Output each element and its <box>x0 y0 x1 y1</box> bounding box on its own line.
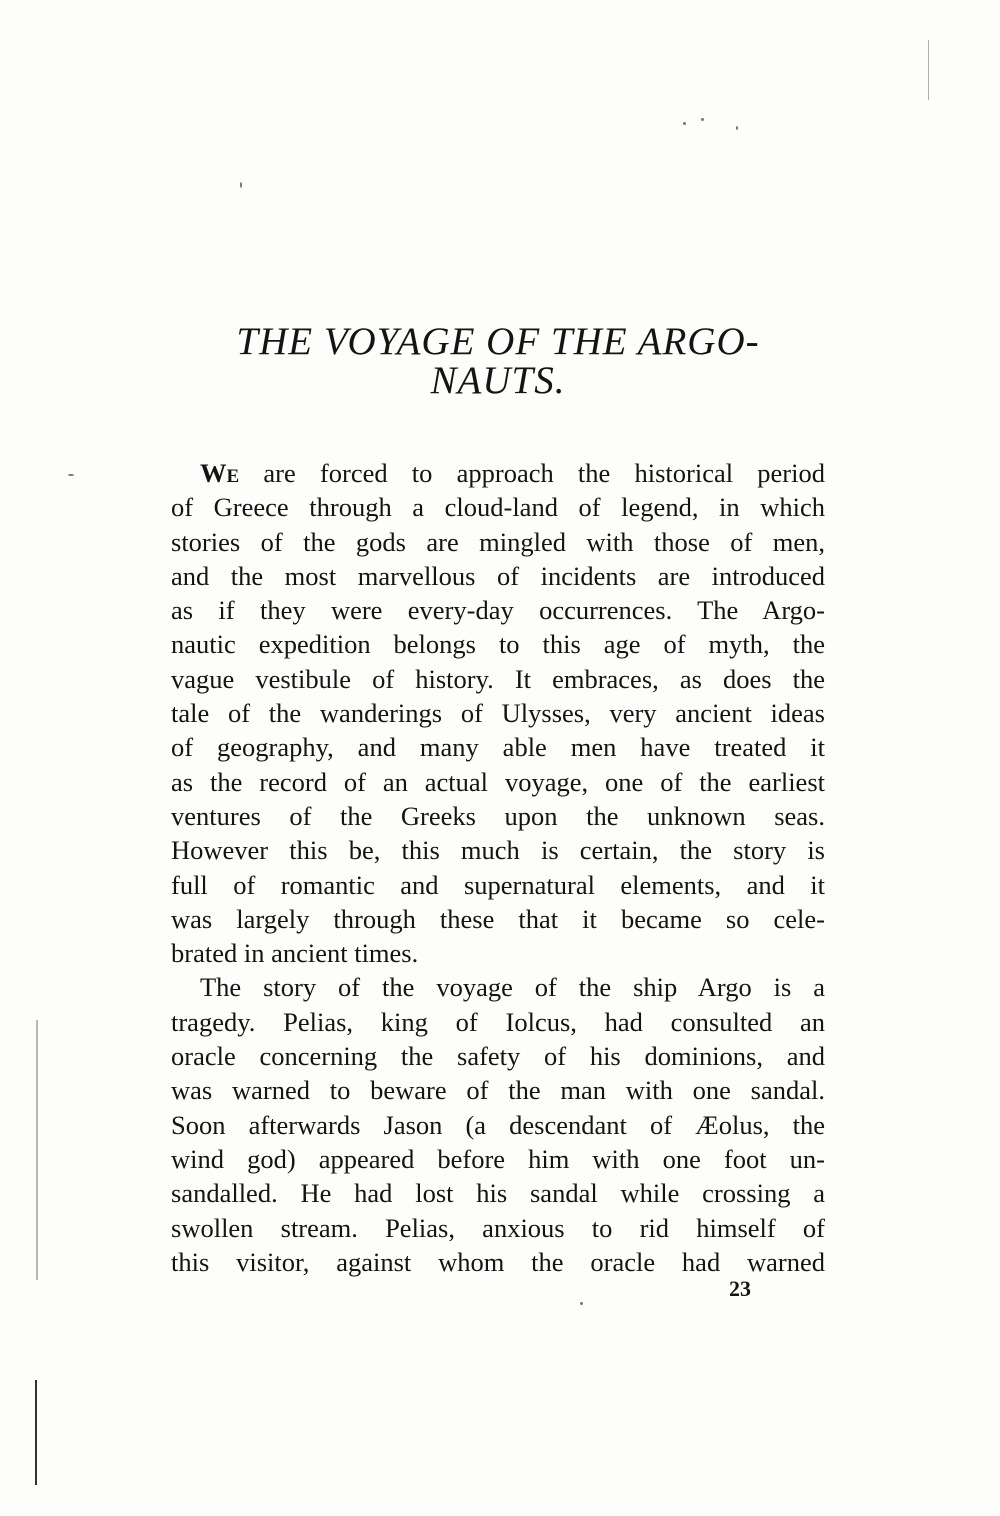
text-line: nautic expedition belongs to this age of myth, the <box>171 629 825 660</box>
scan-speck <box>580 1302 583 1305</box>
scan-margin-line <box>35 1380 37 1485</box>
text-line: However this be, this much is certain, the story is <box>171 835 825 866</box>
scan-speck <box>701 118 704 121</box>
text-line: as if they were every-day occurrences. The Argo- <box>171 595 825 626</box>
title-line: THE VOYAGE OF THE ARGO- <box>236 320 760 363</box>
initial-word: We <box>200 458 240 488</box>
text-line: swollen stream. Pelias, anxious to rid himself of <box>171 1212 825 1243</box>
scan-speck <box>683 122 686 125</box>
text-line: of geography, and many able men have treated it <box>171 732 825 763</box>
text-line: sandalled. He had lost his sandal while crossing a <box>171 1178 825 1209</box>
title-line: NAUTS. <box>430 359 566 402</box>
scan-margin-line <box>36 1020 38 1280</box>
text-line: tragedy. Pelias, king of Iolcus, had consulted an <box>171 1006 825 1037</box>
page-number: 23 <box>729 1276 751 1301</box>
text-line: wind god) appeared before him with one foot un- <box>171 1143 825 1174</box>
text-line: was warned to beware of the man with one sandal. <box>171 1075 825 1106</box>
scan-speck <box>68 474 74 476</box>
chapter-title <box>150 322 846 400</box>
scan-speck <box>240 182 242 188</box>
text-line: We are forced to approach the historical period <box>200 458 825 488</box>
text-line: this visitor, against whom the oracle had warned <box>171 1246 825 1277</box>
scan-margin-line <box>928 40 929 100</box>
scan-speck <box>736 126 738 130</box>
text-line: of Greece through a cloud-land of legend, in which <box>171 492 825 523</box>
text-line: oracle concerning the safety of his dominions, and <box>171 1041 825 1072</box>
text-line: vague vestibule of history. It embraces, as does the <box>171 663 825 694</box>
text-line: and the most marvellous of incidents are introduced <box>171 560 825 591</box>
text-line: as the record of an actual voyage, one of the earliest <box>171 766 825 797</box>
text-line: brated in ancient times. <box>171 938 419 969</box>
body-text <box>171 456 825 1279</box>
text-line: tale of the wanderings of Ulysses, very ancient ideas <box>171 698 825 729</box>
text-line: full of romantic and supernatural elements, and it <box>171 869 825 900</box>
text-line: was largely through these that it became so cele- <box>171 903 825 934</box>
text-line: stories of the gods are mingled with those of men, <box>171 526 825 557</box>
text-line: ventures of the Greeks upon the unknown seas. <box>171 800 825 831</box>
text-line: The story of the voyage of the ship Argo is a <box>200 972 825 1003</box>
text-line: Soon afterwards Jason (a descendant of Æolus, the <box>171 1109 825 1140</box>
